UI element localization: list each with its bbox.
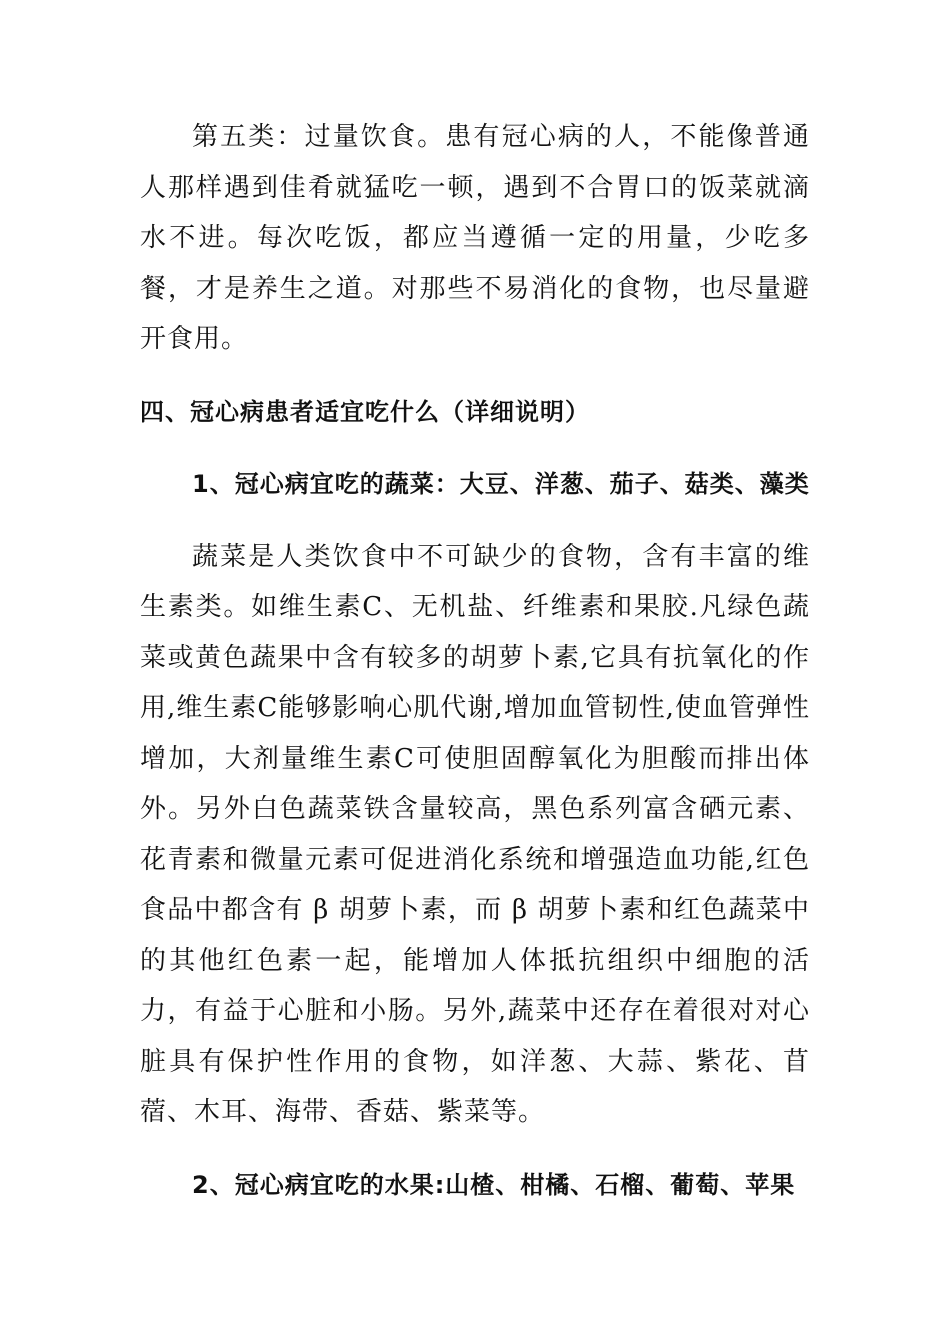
spacer: [140, 437, 810, 459]
section-heading-four: 四、冠心病患者适宜吃什么（详细说明）: [140, 397, 590, 426]
paragraph-overeating: 第五类：过量饮食。患有冠心病的人，不能像普通人那样遇到佳肴就猛吃一顿，遇到不合胃口的饭菜就滴水不进。每次吃饭，都应当遵循一定的用量，少吃多餐，才是养生之道。对那些不易消化的食物，也尽量避开食用。: [140, 122, 810, 354]
document-page: [140, 112, 810, 1210]
spacer: [140, 365, 810, 387]
subheading-fruits: 2、冠心病宜吃的水果:山楂、柑橘、石榴、葡萄、苹果: [192, 1170, 796, 1199]
subheading-vegetables: 1、冠心病宜吃的蔬菜：大豆、洋葱、茄子、菇类、藻类: [192, 470, 810, 498]
spacer: [140, 510, 810, 532]
spacer: [140, 1138, 810, 1160]
paragraph-vegetables: 蔬菜是人类饮食中不可缺少的食物，含有丰富的维生素类。如维生素C、无机盐、纤维素和果胶.凡绿色蔬菜或黄色蔬果中含有较多的胡萝卜素,它具有抗氧化的作用,维生素C能够影响心肌代谢,增加血管韧性,使血管弹性增加，大剂量维生素C可使胆固醇氧化为胆酸而排出体外。另外白色蔬菜铁含量较高，黑色系列富含硒元素、花青素和微量元素可促进消化系统和增强造血功能,红色食品中都含有 β 胡萝卜素，而 β 胡萝卜素和红色蔬菜中的其他红色素一起，能增加人体抵抗组织中细胞的活力，有益于心脏和小肠。另外,蔬菜中还存在着很对对心脏具有保护性作用的食物，如洋葱、大蒜、紫花、苜蓿、木耳、海带、香菇、紫菜等。: [140, 541, 810, 1127]
